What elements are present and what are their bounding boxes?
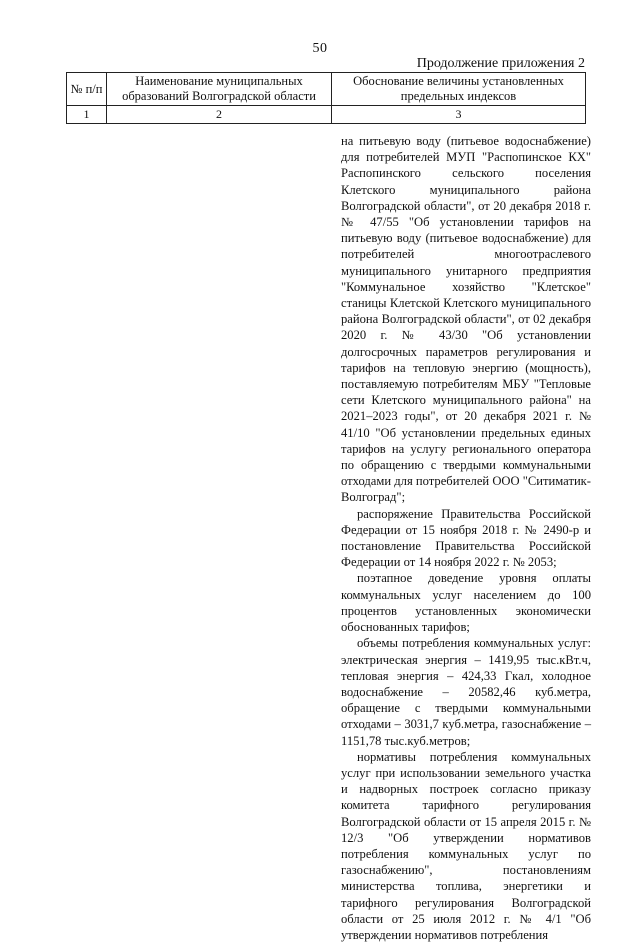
paragraph: распоряжение Правительства Российской Федерации от 15 ноября 2018 г. № 2490-р и постановление Правительства Российской Федерации от 14 ноября 2022 г. № 2053;: [341, 506, 591, 570]
column-number-row: [67, 106, 586, 124]
header-col-number: № п/п: [67, 73, 107, 106]
column-number-2: 2: [107, 106, 332, 124]
paragraph: нормативы потребления коммунальных услуг при использовании земельного участка и надворных построек согласно приказу комитета тарифного регулирования Волгоградской области от 15 апреля 2015 г. № 12/3 "Об утверждении нормативов потребления коммунальных услуг по газоснабжению", постановлениям министерства топлива, энергетики и тарифного регулирования Волгоградской области от 25 июля 2012 г. № 4/1 "Об утверждении нормативов потребления: [341, 749, 591, 942]
page-number: 50: [312, 41, 328, 56]
justification-text: [341, 133, 591, 943]
paragraph: на питьевую воду (питьевое водоснабжение) для потребителей МУП "Распопинское КХ" Распопинского сельского поселения Клетского муниципального района Волгоградской области", от 20 декабря 2018 г. № 47/55 "Об установлении тарифов на питьевую воду (питьевое водоснабжение) для потребителей многоотраслевого муниципального унитарного предприятия "Коммунальное хозяйство "Клетское" станицы Клетской Клетского муниципального района Волгоградской области", от 02 декабря 2020 г. № 43/30 "Об установлении долгосрочных параметров регулирования и тарифов на тепловую энергию (мощность), поставляемую потребителям МБУ "Тепловые сети Клетского муниципального района" на 2021–2023 годы", от 20 декабря 2021 г. № 41/10 "Об установлении предельных единых тарифов на услугу регионального оператора по обращению с твердыми коммунальными отходами для потребителей ООО "Ситиматик-Волгоград";: [341, 134, 591, 505]
header-col-justification: Обоснование величины установленных предельных индексов: [332, 73, 586, 106]
paragraph: объемы потребления коммунальных услуг: электрическая энергия – 1419,95 тыс.кВт.ч, тепловая энергия – 424,33 Гкал, холодное водоснабжение – 20582,46 куб.метра, обращение с твердыми коммунальными отходами – 3031,7 куб.метра, газоснабжение – 1151,78 тыс.куб.метров;: [341, 636, 591, 748]
column-number-1: 1: [67, 106, 107, 124]
header-table: [66, 72, 586, 124]
continuation-label: Продолжение приложения 2: [416, 56, 585, 71]
header-row: [67, 73, 586, 106]
header-col-municipality: Наименование муниципальных образований Волгоградской области: [107, 73, 332, 106]
column-number-3: 3: [332, 106, 586, 124]
paragraph: поэтапное доведение уровня оплаты коммунальных услуг населением до 100 процентов установленных экономически обоснованных тарифов;: [341, 571, 591, 635]
